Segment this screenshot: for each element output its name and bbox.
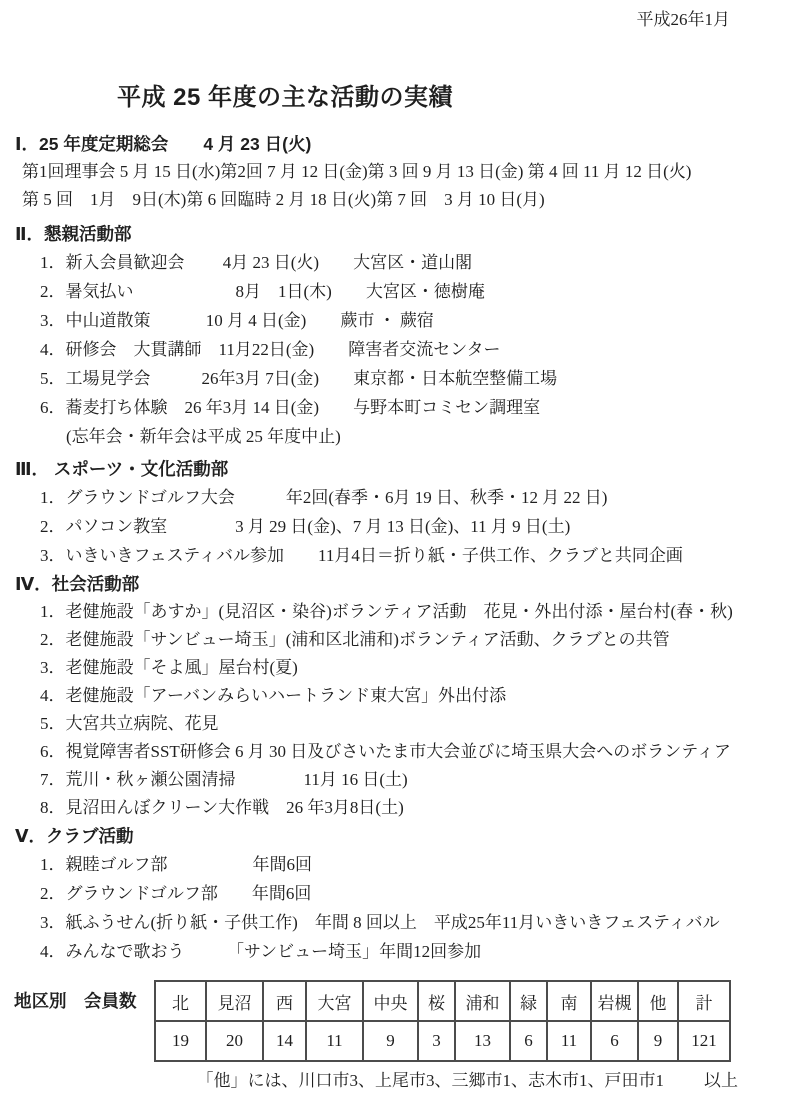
- activity-line: 3．いきいきフェスティバル参加 11月4日＝折り紙・子供工作、クラブと共同企画: [40, 546, 683, 565]
- member-count-cell: 13: [455, 1021, 510, 1061]
- activity-line: 3．老健施設「そよ風」屋台村(夏): [40, 658, 298, 677]
- member-table-label: 地区別 会員数: [14, 991, 137, 1011]
- activity-line: 6．蕎麦打ち体験 26 年3月 14 日(金) 与野本町コミセン調理室: [40, 398, 541, 417]
- activity-line: 4．みんなで歌おう 「サンビュー埼玉」年間12回参加: [40, 942, 482, 961]
- member-count-cell: 20: [206, 1021, 263, 1061]
- member-count-cell: 11: [547, 1021, 591, 1061]
- section-social-activities: [0, 220, 800, 451]
- section-heading: Ⅰ．25 年度定期総会 4 月 23 日(火): [15, 134, 312, 154]
- member-count-cell: 3: [418, 1021, 455, 1061]
- member-count-cell: 9: [638, 1021, 678, 1061]
- footer-note: 「他」には、川口市3、上尾市3、三郷市1、志木市1、戸田市1: [196, 1071, 664, 1090]
- meeting-line: 第 5 回 1月 9日(木)第 6 回臨時 2 月 18 日(火)第 7 回 3 月 10 日(月): [22, 190, 545, 209]
- member-count-cell: 121: [678, 1021, 730, 1061]
- activity-line: 5．工場見学会 26年3月 7日(金) 東京都・日本航空整備工場: [40, 369, 558, 388]
- page-title: 平成 25 年度の主な活動の実績: [117, 84, 454, 111]
- section-heading: Ⅱ．懇親活動部: [15, 224, 132, 244]
- activity-line: 4．老健施設「アーバンみらいハートランド東大宮」外出付添: [40, 686, 507, 705]
- section-heading: Ⅴ．クラブ活動: [15, 826, 134, 846]
- section-sports-culture: [0, 455, 800, 570]
- activity-line: 2．老健施設「サンビュー埼玉」(浦和区北浦和)ボランティア活動、クラブとの共管: [40, 630, 670, 649]
- activity-line: 3．紙ふうせん(折り紙・子供工作) 年間 8 回以上 平成25年11月いきいきフェスティバル: [40, 913, 720, 932]
- member-count-cell: 6: [591, 1021, 638, 1061]
- district-header-cell: 浦和: [455, 981, 510, 1021]
- district-header-cell: 緑: [510, 981, 547, 1021]
- section-general-meeting: [0, 130, 800, 214]
- activity-line: 5．大宮共立病院、花見: [40, 714, 219, 733]
- district-header-cell: 他: [638, 981, 678, 1021]
- member-table: [154, 980, 731, 1062]
- district-header-cell: 計: [678, 981, 730, 1021]
- section-community-activities: [0, 570, 800, 822]
- activity-line: 1．新入会員歓迎会 4月 23 日(火) 大宮区・道山閣: [40, 253, 473, 272]
- district-header-cell: 西: [263, 981, 306, 1021]
- activity-line: 2．グラウンドゴルフ部 年間6回: [40, 884, 312, 903]
- district-header-cell: 中央: [363, 981, 418, 1021]
- member-count-cell: 11: [306, 1021, 363, 1061]
- district-header-cell: 見沼: [206, 981, 263, 1021]
- member-count-cell: 14: [263, 1021, 306, 1061]
- activity-line: 2．暑気払い 8月 1日(木) 大宮区・徳樹庵: [40, 282, 485, 301]
- district-header-cell: 南: [547, 981, 591, 1021]
- table-header-row: [155, 981, 730, 1021]
- member-count-cell: 19: [155, 1021, 206, 1061]
- district-header-cell: 大宮: [306, 981, 363, 1021]
- activity-line: 1．老健施設「あすか」(見沼区・染谷)ボランティア活動 花見・外出付添・屋台村(春・秋): [40, 602, 733, 621]
- activity-line: 8．見沼田んぼクリーン大作戦 26 年3月8日(土): [40, 798, 404, 817]
- footer-line: [0, 1070, 800, 1092]
- activity-line: 1．親睦ゴルフ部 年間6回: [40, 855, 312, 874]
- member-count-cell: 6: [510, 1021, 547, 1061]
- activity-line: 6．視覚障害者SST研修会 6 月 30 日及びさいたま市大会並びに埼玉県大会へのボランティア: [40, 742, 731, 761]
- members-by-district-block: [0, 980, 800, 1062]
- section-heading: Ⅲ． スポーツ・文化活動部: [15, 459, 229, 479]
- meeting-line: 第1回理事会 5 月 15 日(水)第2回 7 月 12 日(金)第 3 回 9 月 13 日(金) 第 4 回 11 月 12 日(火): [22, 162, 692, 181]
- table-value-row: [155, 1021, 730, 1061]
- section-heading: Ⅳ．社会活動部: [15, 574, 140, 594]
- section-club-activities: [0, 822, 800, 966]
- doc-date: 平成26年1月: [636, 10, 730, 29]
- member-count-cell: 9: [363, 1021, 418, 1061]
- activity-line: 7．荒川・秋ヶ瀬公園清掃 11月 16 日(土): [40, 770, 408, 789]
- activity-line: 3．中山道散策 10 月 4 日(金) 蕨市 ・ 蕨宿: [40, 311, 434, 330]
- activity-line: 1．グラウンドゴルフ大会 年2回(春季・6月 19 日、秋季・12 月 22 日): [40, 488, 608, 507]
- activity-line: 2．パソコン教室 3 月 29 日(金)、7 月 13 日(金)、11 月 9 日(土): [40, 517, 571, 536]
- cancellation-note: (忘年会・新年会は平成 25 年度中止): [66, 427, 341, 446]
- activity-line: 4．研修会 大貫講師 11月22日(金) 障害者交流センター: [40, 340, 501, 359]
- footer-closing: 以上: [704, 1071, 738, 1090]
- district-header-cell: 桜: [418, 981, 455, 1021]
- district-header-cell: 岩槻: [591, 981, 638, 1021]
- district-header-cell: 北: [155, 981, 206, 1021]
